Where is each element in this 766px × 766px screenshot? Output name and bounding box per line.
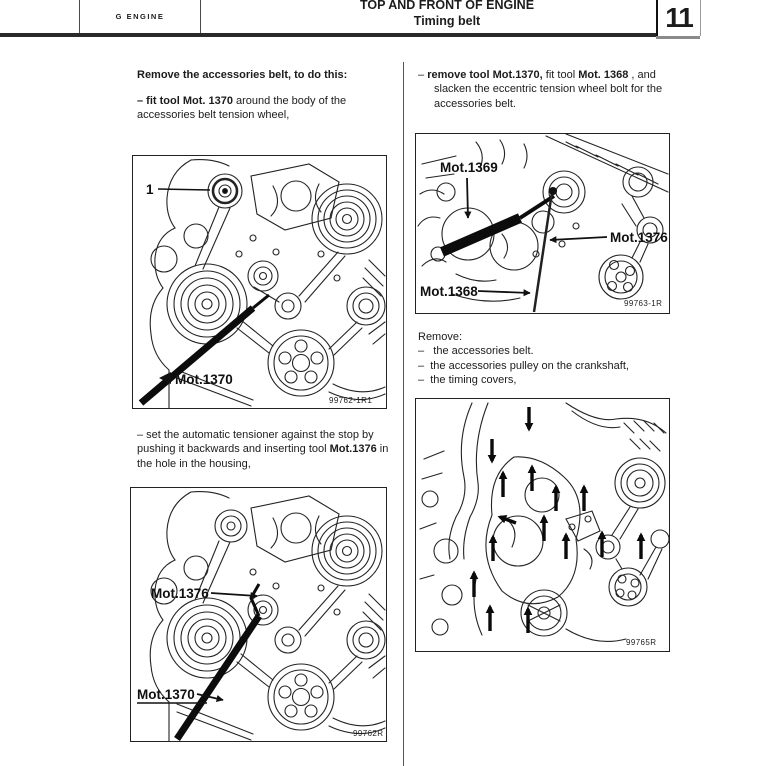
header-rule-shadow: [656, 36, 700, 39]
figure-ref: 99762R: [353, 729, 384, 738]
step1-bold: – fit tool Mot. 1370: [137, 95, 233, 107]
right-step-bold2: Mot. 1368: [578, 69, 629, 81]
page-title: [297, 0, 597, 29]
remove-list: [418, 330, 668, 387]
right-step-end: , and slacken the eccentric tension wheel bolt for the accessories belt.: [434, 69, 663, 110]
engine-diagram-tensioner: [131, 488, 386, 741]
remove-list-item: – the accessories belt.: [418, 345, 534, 358]
tool-label-mot1370: Mot.1370: [137, 687, 195, 702]
remove-list-title: Remove:: [418, 331, 463, 343]
figure-ref: 99763-1R: [624, 299, 663, 308]
bolt-arrows: [474, 407, 641, 633]
figure-timing-cover-bolts: [415, 398, 670, 652]
callout-1: 1: [146, 182, 154, 197]
callout-1-leader: [158, 189, 210, 190]
right-step-bold1: remove tool Mot.1370,: [427, 69, 543, 81]
intro-paragraph: [137, 68, 390, 82]
step2-paragraph: [137, 428, 390, 471]
tool-label-mot1370: Mot.1370: [175, 372, 233, 387]
tool-mot1369-handle: [442, 218, 520, 252]
intro-text: Remove the accessories belt, to do this:: [137, 69, 348, 81]
page-title-line1: TOP AND FRONT OF ENGINE: [359, 0, 535, 12]
tool-label-mot1376: Mot.1376: [151, 586, 209, 601]
figure-ref: 99762-1R1: [329, 396, 373, 405]
rod-pivot: [549, 187, 557, 195]
mot1376-leader: [550, 237, 607, 240]
remove-list-item: – the timing covers,: [418, 373, 517, 386]
mot1369-leader: [467, 178, 468, 218]
engine-code-label: G ENGINE: [115, 12, 165, 21]
step2-post: in the hole in the housing,: [137, 443, 389, 470]
step1-rest: around the body of the accessories belt tension wheel,: [137, 95, 347, 122]
figure-mot1376-mot1370: [130, 487, 387, 742]
figure-fit-mot1370: [132, 155, 387, 409]
engine-diagram-tools: [416, 134, 669, 313]
mot1376-leader: [211, 593, 257, 596]
engine-diagram-bolt-arrows: [416, 399, 669, 651]
right-step-mid: fit tool: [542, 69, 579, 81]
figure-mot1369-mot1368: [415, 133, 670, 314]
column-divider: [403, 62, 404, 766]
engine-diagram-mot1370: [133, 156, 386, 408]
tool-label-mot1376: Mot.1376: [610, 230, 668, 245]
right-step-paragraph: [418, 68, 684, 111]
right-step-dash: –: [418, 69, 428, 81]
step2-tool: Mot.1376: [329, 443, 377, 456]
figure-ref: 99765R: [626, 638, 657, 647]
tool-mot1376-pin: [251, 584, 259, 616]
engine-line-art: [150, 160, 385, 408]
mot1368-leader: [478, 291, 530, 293]
header-rule: [0, 33, 658, 37]
engine-code-box: [79, 0, 201, 33]
tool-mot1370-tip: [253, 295, 269, 308]
step2-pre: – set the automatic tensioner against the stop by pushing it backwards and inserting tool: [137, 429, 374, 456]
remove-list-item: – the accessories pulley on the crankshaft,: [418, 359, 629, 372]
page-title-line2: Timing belt: [413, 13, 481, 28]
section-number-box: [656, 0, 701, 36]
tool-label-mot1368: Mot.1368: [420, 284, 478, 299]
step1-paragraph: [137, 94, 390, 123]
tool-label-mot1369: Mot.1369: [440, 160, 498, 175]
section-number: 11: [665, 2, 693, 33]
